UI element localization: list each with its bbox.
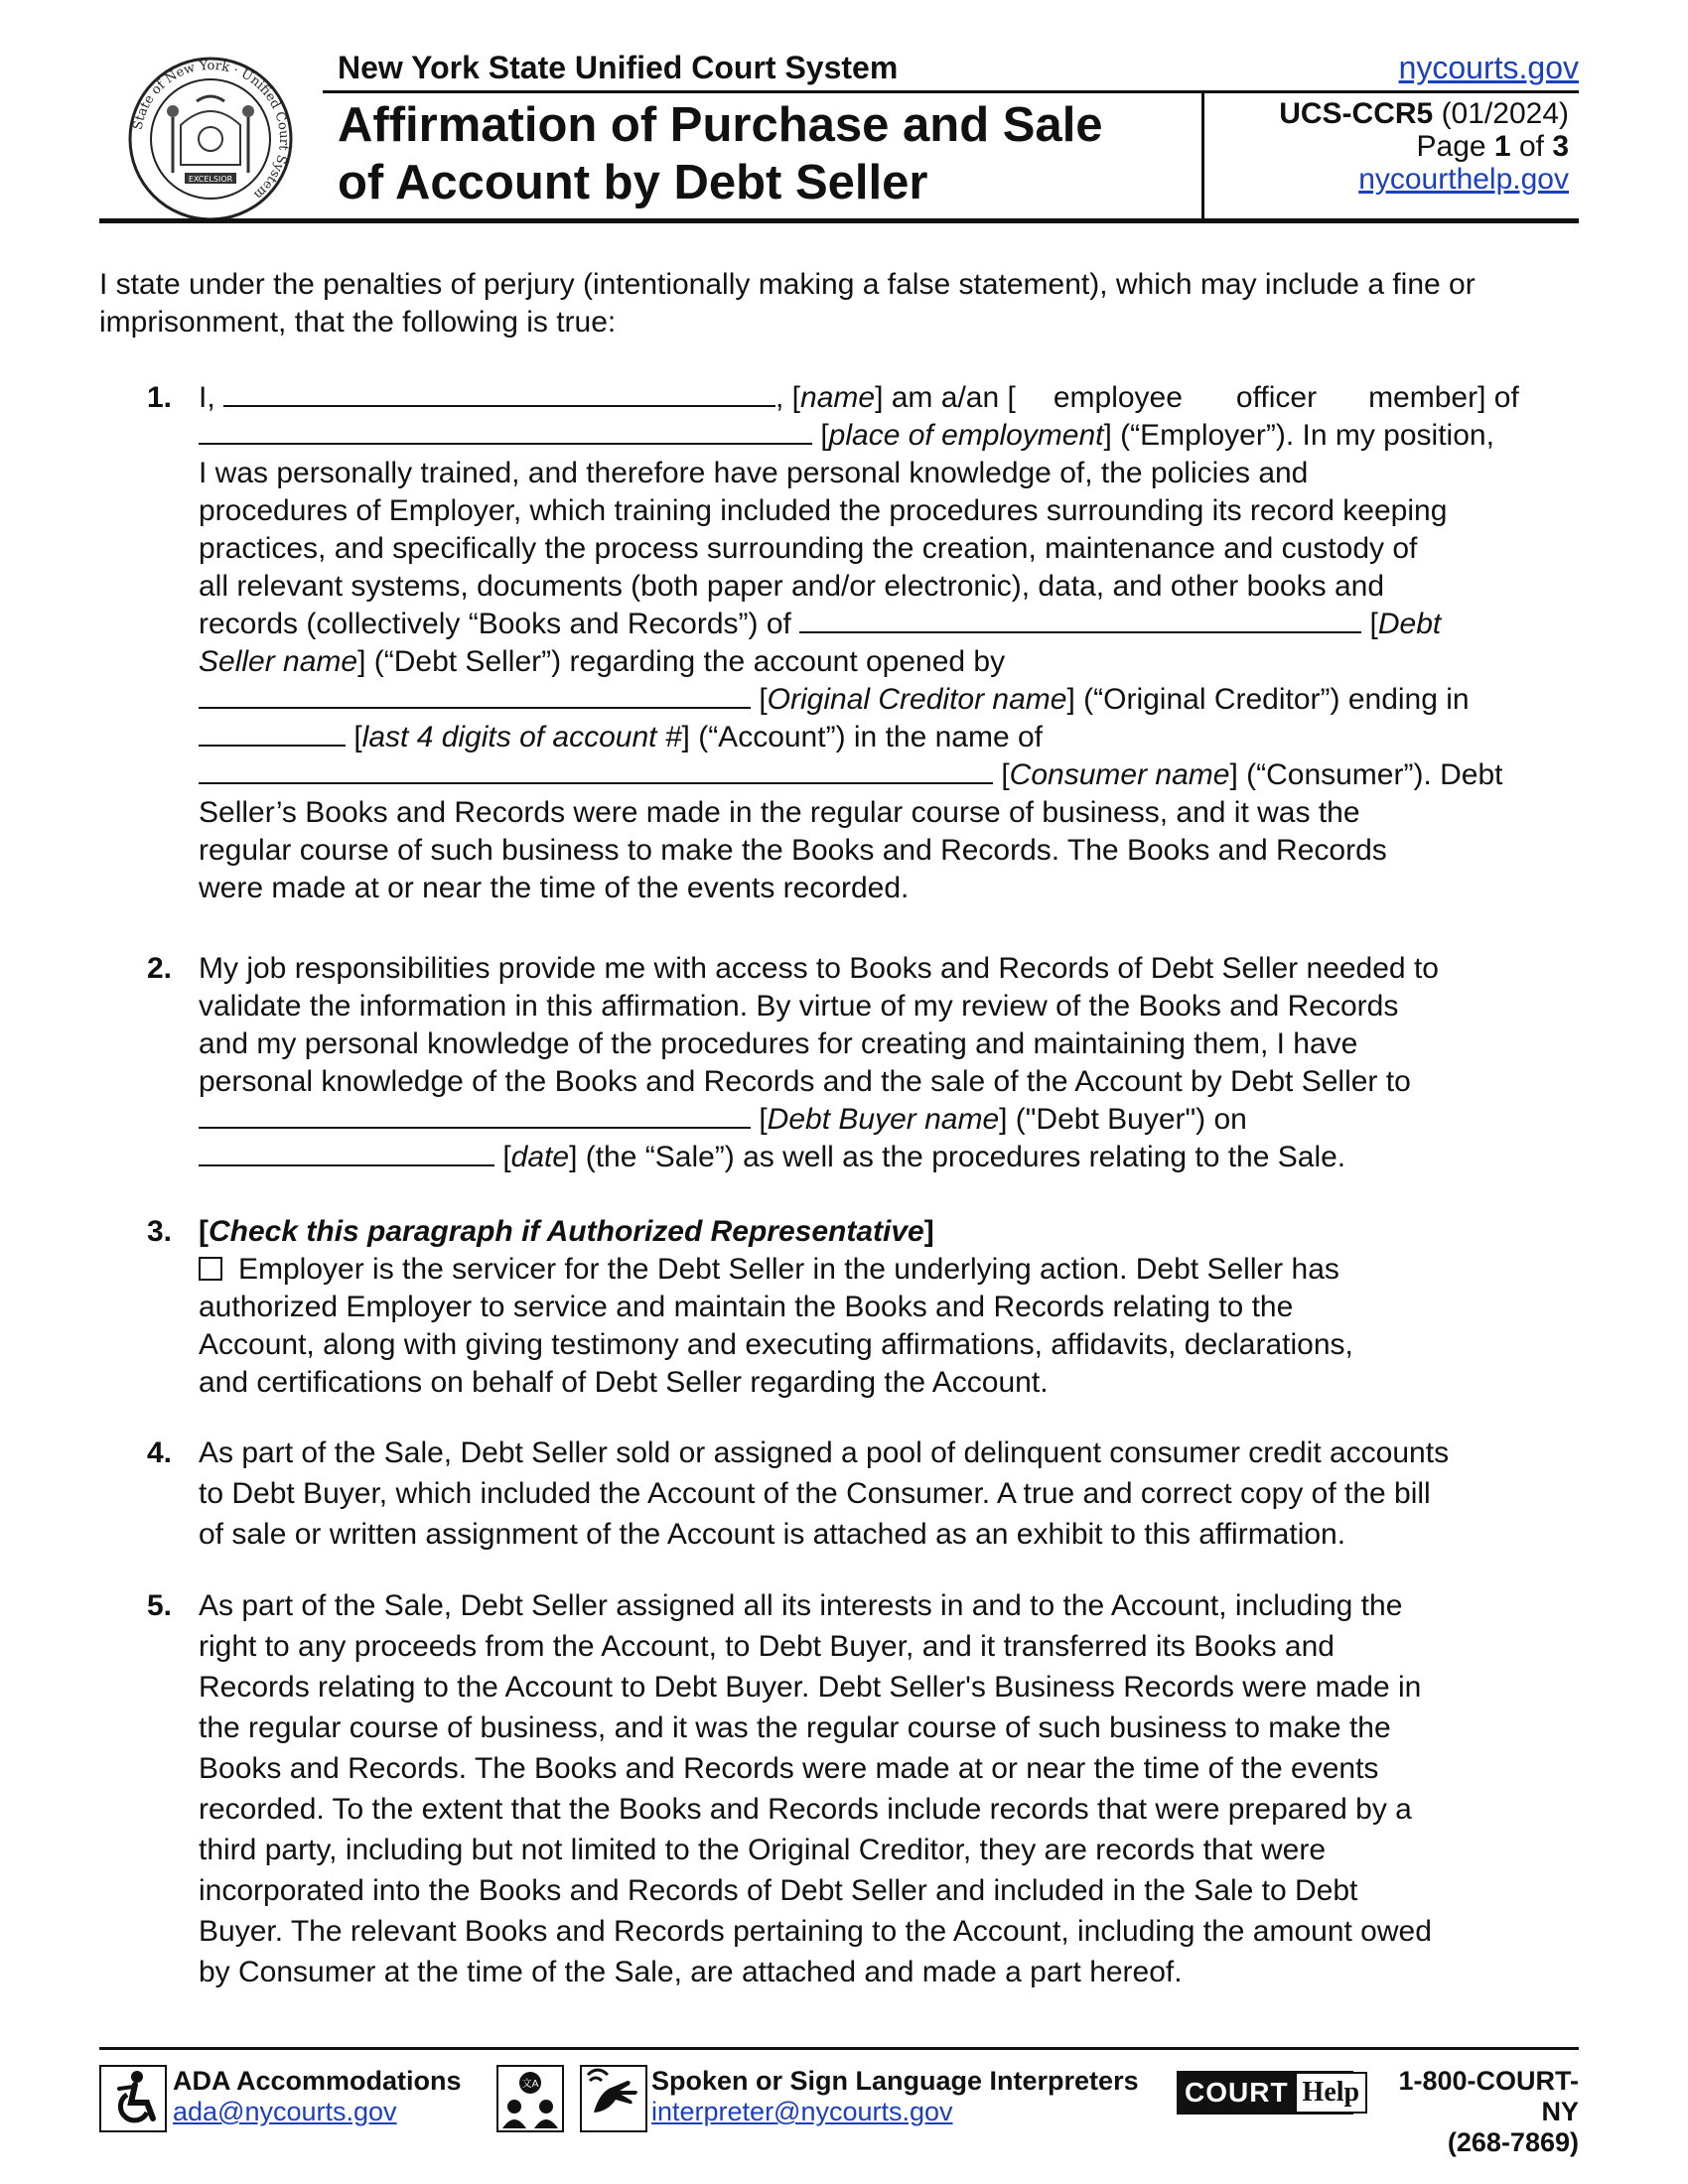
item-number: 3. bbox=[147, 1215, 173, 1248]
option-officer[interactable]: officer bbox=[1235, 381, 1318, 414]
form-date: (01/2024) bbox=[1433, 97, 1569, 130]
form-info bbox=[1221, 97, 1569, 196]
interpreter-icon bbox=[496, 2065, 564, 2132]
original-creditor-field[interactable] bbox=[199, 681, 751, 709]
ada-label: ADA Accommodations bbox=[173, 2066, 462, 2096]
accessibility-icon bbox=[99, 2065, 167, 2132]
header-bottom-rule bbox=[99, 218, 1579, 223]
form-code: UCS-CCR5 bbox=[1279, 97, 1434, 130]
svg-text:文A: 文A bbox=[521, 2079, 539, 2090]
court-seal-logo bbox=[127, 56, 294, 222]
sign-language-icon bbox=[580, 2065, 647, 2132]
item-number: 2. bbox=[147, 952, 173, 985]
page-indicator: Page 1 of 3 bbox=[1416, 130, 1569, 163]
org-name: New York State Unified Court System bbox=[338, 50, 899, 85]
page-title: Affirmation of Purchase and Sale of Account by Debt Seller bbox=[338, 98, 1103, 209]
paragraph-1: 1. I, , [name] am a/an [ employee officer member] of [place of employment] (“Employer”). In my position, I was personally trained, and therefore have personal knowledge of, the policies and procedures of Employer, which training included the procedures surrounding its record keeping practices, and specifically the process surrounding the creation, maintenance and custody of all relevant systems, documents (both paper and/or electronic), data, and other books and records (collectively “Books and Records”) of [Debt Seller name] (“Debt Seller”) regarding the account opened by [Original Creditor name] (“Original Creditor”) ending in [last 4 digits of account #] (“Account”) in the name of [Consumer name] (“Consumer”). Debt Seller’s Books and Records were made in the regular course of business, and it was the regular course of such business to make the Books and Records. The Books and Records were made at or near the time of the events recorded. bbox=[147, 381, 1519, 904]
phone-number: (268-7869) bbox=[1447, 2127, 1579, 2157]
ada-block bbox=[173, 2066, 462, 2127]
consumer-name-field[interactable] bbox=[199, 756, 993, 784]
option-employee[interactable]: employee bbox=[1053, 381, 1183, 414]
svg-text:EXCELSIOR: EXCELSIOR bbox=[188, 175, 233, 184]
item-number: 5. bbox=[147, 1589, 173, 1622]
interpreter-email-link[interactable]: interpreter@nycourts.gov bbox=[651, 2097, 953, 2126]
paragraph-3: 3. [Check this paragraph if Authorized Representative] Employer is the servicer for the Debt Seller in the underlying action. Debt Seller has authorized Employer to service and maintain the Books and Records relating to the Account, along with giving testimony and executing affirmations, affidavits, declarations, and certifications on behalf of Debt Seller regarding the Account. bbox=[99, 1213, 1589, 1402]
svg-text:State of New York · Unified Co: State of New York · Unified Court System bbox=[130, 58, 292, 203]
authorized-rep-checkbox[interactable] bbox=[199, 1257, 222, 1281]
intro-statement: I state under the penalties of perjury (intentionally making a false statement), which may include a fine or imprisonment, that the following is true: bbox=[99, 268, 1476, 339]
name-field[interactable] bbox=[223, 379, 775, 407]
paragraph-2: 2. My job responsibilities provide me with access to Books and Records of Debt Seller needed to validate the information in this affirmation. By virtue of my review of the Books and Records and my personal knowledge of the procedures for creating and maintaining them, I have personal knowledge of the Books and Records and the sale of the Account by Debt Seller to [Debt Buyer name] ("Debt Buyer") on [date] (the “Sale”) as well as the procedures relating to the Sale. bbox=[147, 952, 1439, 1173]
item-number: 4. bbox=[147, 1436, 173, 1469]
footer-rule bbox=[99, 2047, 1579, 2050]
authorized-rep-heading: [Check this paragraph if Authorized Representative] bbox=[199, 1215, 934, 1248]
nycourts-link[interactable]: nycourts.gov bbox=[1398, 50, 1579, 85]
courthelp-logo: COURT Help bbox=[1177, 2071, 1353, 2115]
debt-buyer-field[interactable] bbox=[199, 1101, 751, 1129]
option-member[interactable]: member bbox=[1368, 381, 1478, 414]
interpreter-label: Spoken or Sign Language Interpreters bbox=[651, 2066, 1139, 2096]
sale-date-field[interactable] bbox=[199, 1139, 494, 1166]
item-number: 1. bbox=[147, 381, 173, 414]
account-digits-field[interactable] bbox=[199, 719, 346, 747]
phone-text: 1-800-COURT-NY bbox=[1398, 2066, 1579, 2126]
header-divider bbox=[1201, 90, 1204, 219]
employer-field[interactable] bbox=[199, 417, 812, 445]
paragraph-4: 4. As part of the Sale, Debt Seller sold or assigned a pool of delinquent consumer credit accounts to Debt Buyer, which included the Account of the Consumer. A true and correct copy of the bill of sale or written assignment of the Account is attached as an exhibit to this affirmation. bbox=[99, 1433, 1589, 1555]
header-rule bbox=[323, 90, 1579, 93]
debt-seller-field[interactable] bbox=[799, 606, 1361, 633]
paragraph-5: 5. As part of the Sale, Debt Seller assigned all its interests in and to the Account, including the right to any proceeds from the Account, to Debt Buyer, and it transferred its Books and Records relating to the Account to Debt Buyer. Debt Seller's Business Records were made in the regular course of business, and it was the regular course of such business to make the Books and Records. The Books and Records were made at or near the time of the events recorded. To the extent that the Books and Records include records that were prepared by a third party, including but not limited to the Original Creditor, they are records that were incorporated into the Books and Records of Debt Seller and included in the Sale to Debt Buyer. The relevant Books and Records pertaining to the Account, including the amount owed by Consumer at the time of the Sale, are attached and made a part hereof. bbox=[99, 1585, 1589, 1992]
ada-email-link[interactable]: ada@nycourts.gov bbox=[173, 2097, 397, 2126]
courthelp-link[interactable]: nycourthelp.gov bbox=[1358, 163, 1569, 196]
phone-block bbox=[1370, 2066, 1579, 2158]
interpreter-block bbox=[651, 2066, 1139, 2127]
